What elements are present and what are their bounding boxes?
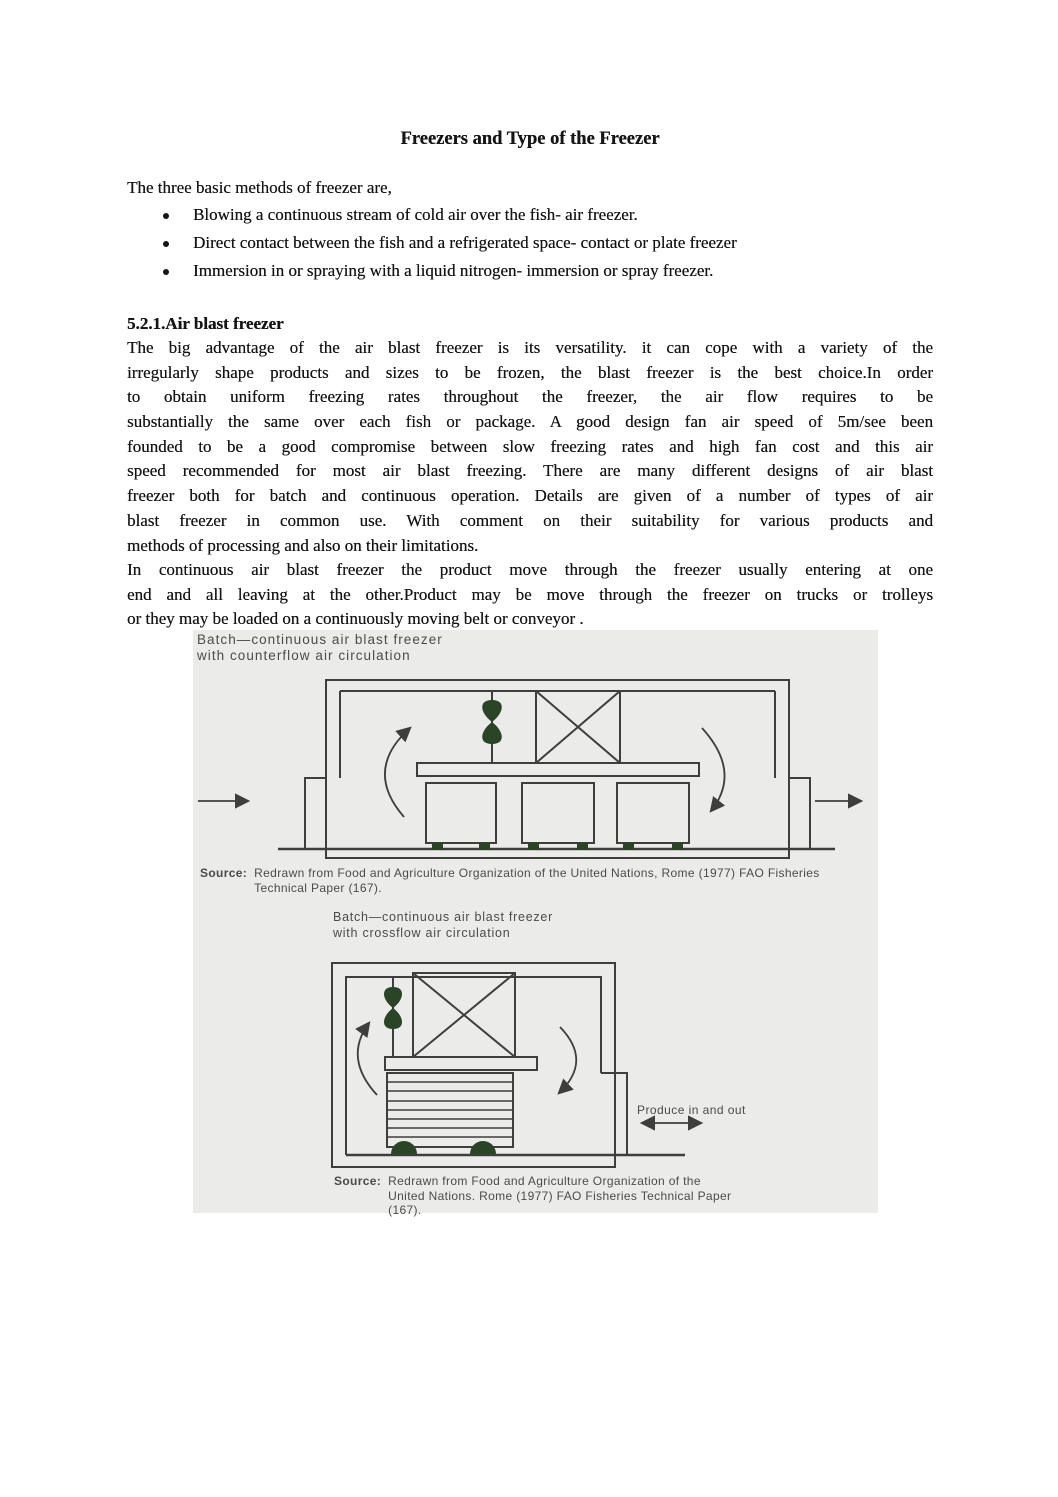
figure2-caption	[333, 910, 553, 941]
list-item-text: Direct contact between the fish and a refrigerated space- contact or plate freezer	[193, 233, 737, 253]
airflow-arrow-right	[559, 1027, 576, 1093]
air-deflector-plate	[385, 1057, 537, 1070]
product-box	[522, 783, 594, 843]
bullet-icon	[163, 213, 169, 219]
text-line: substantially the same over each fish or package. A good design fan air speed of 5m/see been	[127, 412, 933, 432]
produce-label: Produce in and out	[637, 1103, 746, 1117]
caption-line: Batch—continuous air blast freezer	[333, 910, 554, 924]
scanned-figure-panel	[193, 630, 878, 1218]
caption-line: with crossflow air circulation	[333, 925, 511, 940]
list-item	[127, 201, 933, 229]
page-title: Freezers and Type of the Freezer	[400, 129, 660, 149]
cooler-coil-cross	[536, 691, 620, 763]
caption-line: Batch—continuous air blast freezer	[197, 632, 443, 647]
text-line: irregularly shape products and sizes to be frozen, the blast freezer is the best choice.In order	[127, 362, 933, 382]
paragraph-air-blast	[127, 336, 933, 558]
figure2-diagram	[193, 955, 878, 1170]
air-deflector-plate	[417, 763, 699, 776]
source-label: Source:	[334, 1174, 382, 1188]
figure1-diagram	[193, 656, 878, 868]
inner-walls	[340, 691, 775, 778]
bullet-icon	[163, 241, 169, 247]
source-text	[254, 866, 820, 895]
text-line: to obtain uniform freezing rates throughout the freezer, the air flow requires to be	[127, 387, 933, 407]
section-heading: 5.2.1.Air blast freezer	[127, 314, 284, 333]
list-item	[127, 257, 933, 285]
intro-line: The three basic methods of freezer are,	[127, 178, 392, 197]
source-line: Technical Paper (167).	[254, 880, 382, 895]
source-line: Redrawn from Food and Agriculture Organization of the United Nations, Rome (1977) FAO Fisheries	[254, 866, 820, 880]
entry-exit-ducts	[305, 778, 810, 849]
text-line: methods of processing and also on their limitations.	[127, 535, 479, 555]
fan-icon	[482, 700, 502, 744]
source-line: United Nations. Rome (1977) FAO Fisheries Technical Paper	[388, 1188, 732, 1203]
text-line: speed recommended for most air blast freezing. There are many different designs of air blast	[127, 461, 933, 481]
paragraph-continuous-freezer	[127, 558, 933, 632]
airflow-arrow-left	[385, 728, 410, 817]
text-line: The big advantage of the air blast freezer is its versatility. it can cope with a variety of the	[127, 338, 933, 357]
list-item-text: Blowing a continuous stream of cold air over the fish- air freezer.	[193, 205, 638, 224]
text-line: freezer both for batch and continuous operation. Details are given of a number of types of air	[127, 486, 933, 506]
wheel	[391, 1141, 417, 1154]
text-line: founded to be a good compromise between slow freezing rates and high fan cost and this air	[127, 436, 933, 456]
cooler-coil-cross	[413, 973, 515, 1057]
freezer-enclosure-outline	[326, 680, 789, 858]
text-line: end and all leaving at the other.Product may be move through the freezer on trucks or trolleys	[127, 584, 933, 604]
airflow-arrow-right	[702, 728, 725, 811]
caption-line: with counterflow air circulation	[197, 647, 411, 663]
trolley-shelves	[387, 1082, 513, 1137]
source-text	[388, 1174, 731, 1218]
figure2-source	[334, 1174, 731, 1218]
wheel	[470, 1141, 496, 1154]
text-line: or they may be loaded on a continuously moving belt or conveyor .	[127, 609, 584, 629]
bullet-icon	[163, 269, 169, 275]
source-label: Source:	[200, 866, 248, 880]
freezer-methods-list	[127, 201, 933, 286]
list-item-text: Immersion in or spraying with a liquid nitrogen- immersion or spray freezer.	[193, 261, 714, 281]
list-item	[127, 229, 933, 257]
product-box	[617, 783, 689, 843]
source-line: Redrawn from Food and Agriculture Organization of the	[388, 1174, 701, 1188]
text-line: blast freezer in common use. With comment on their suitability for various products and	[127, 510, 933, 530]
airflow-arrow-left	[358, 1023, 377, 1095]
product-box	[426, 783, 496, 843]
source-line: (167).	[388, 1203, 422, 1218]
text-line: In continuous air blast freezer the product move through the freezer usually entering at one	[127, 560, 933, 579]
figure1-source	[200, 866, 820, 895]
fan-icon	[384, 987, 402, 1029]
